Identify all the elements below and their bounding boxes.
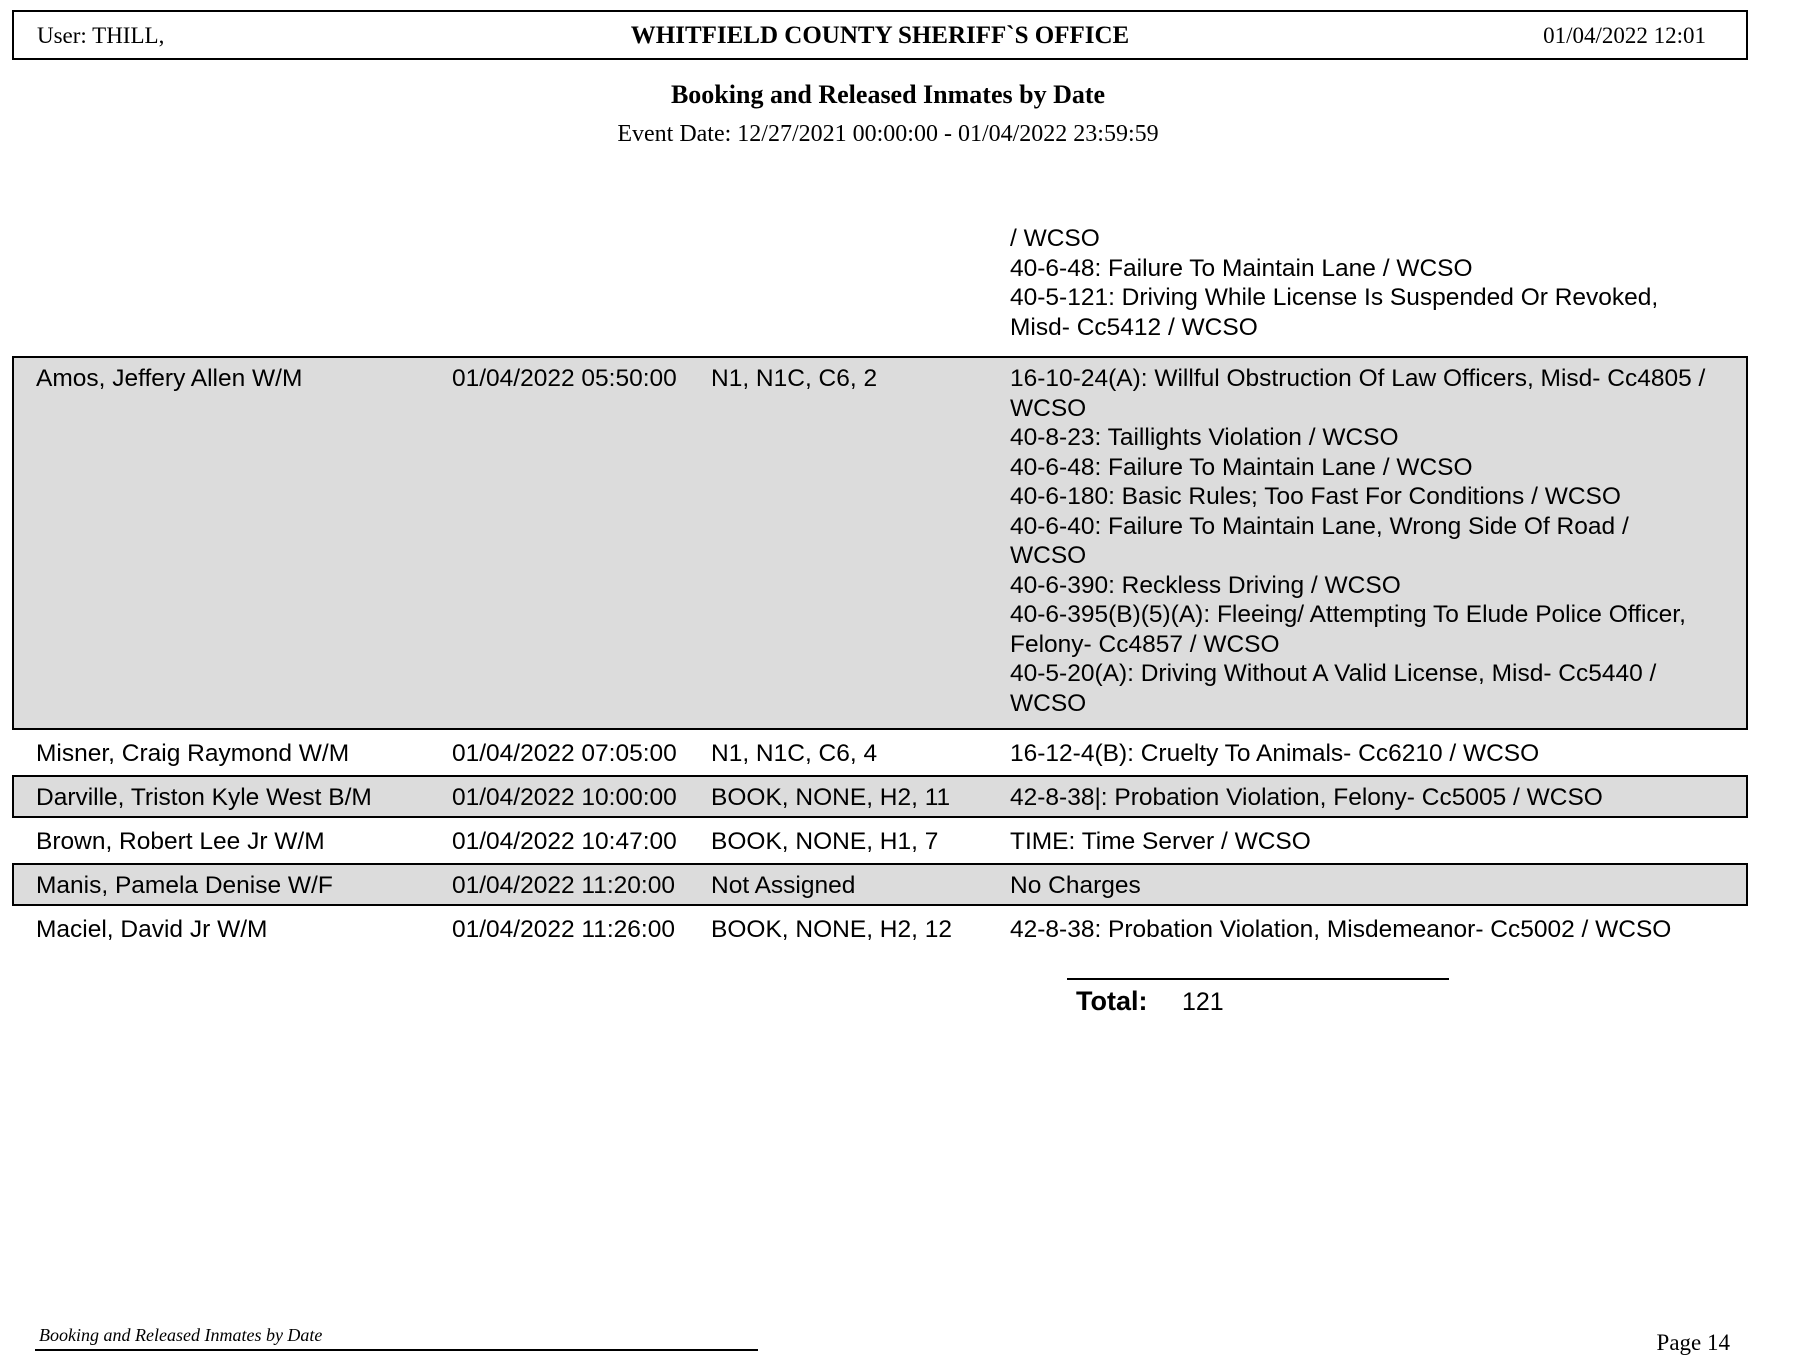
charge-line: 40-6-48: Failure To Maintain Lane / WCSO (1010, 453, 1473, 481)
booking-datetime: 01/04/2022 11:20:00 (452, 872, 675, 899)
charges-list (1010, 915, 1750, 945)
report-subtitle: Event Date: 12/27/2021 00:00:00 - 01/04/2022 23:59:59 (617, 121, 1159, 147)
charges-list (1010, 827, 1750, 857)
charge-line: WCSO (1010, 689, 1087, 717)
booking-datetime: 01/04/2022 07:05:00 (452, 740, 677, 767)
charge-line: / WCSO (1010, 225, 1100, 252)
total-divider (1067, 978, 1449, 980)
inmate-name: Darville, Triston Kyle West B/M (36, 784, 372, 811)
total-label: Total: (1076, 986, 1148, 1016)
inmate-row (12, 863, 1748, 906)
inmate-name: Maciel, David Jr W/M (36, 916, 268, 943)
charge-line: 40-6-180: Basic Rules; Too Fast For Conditions / WCSO (1010, 483, 1621, 510)
inmate-name: Brown, Robert Lee Jr W/M (36, 828, 325, 855)
charges-list (1010, 783, 1750, 813)
inmate-row (12, 356, 1748, 730)
charge-line: 40-6-395(B)(5)(A): Fleeing/ Attempting To Elude Police Officer, (1010, 601, 1686, 628)
charge-line: 40-6-390: Reckless Driving / WCSO (1010, 571, 1401, 599)
housing-location: BOOK, NONE, H2, 11 (711, 784, 951, 811)
inmate-row (12, 731, 1748, 774)
charge-line: 40-5-121: Driving While License Is Suspended Or Revoked, (1010, 284, 1659, 311)
header-datetime: 01/04/2022 12:01 (1543, 23, 1706, 48)
charge-line: Misd- Cc5412 / WCSO (1010, 313, 1258, 341)
charge-line: No Charges (1010, 872, 1141, 899)
footer-divider (35, 1349, 758, 1351)
header-user: User: THILL, (37, 23, 165, 48)
charge-line: Felony- Cc4857 / WCSO (1010, 630, 1280, 658)
housing-location: N1, N1C, C6, 2 (711, 365, 878, 392)
booking-datetime: 01/04/2022 10:47:00 (452, 828, 677, 855)
report-title: Booking and Released Inmates by Date (670, 80, 1106, 109)
charge-line: 16-12-4(B): Cruelty To Animals- Cc6210 / WCSO (1010, 740, 1540, 767)
header-agency-title: WHITFIELD COUNTY SHERIFF`S OFFICE (630, 22, 1130, 49)
charge-line: 40-6-40: Failure To Maintain Lane, Wrong Side Of Road / (1010, 512, 1629, 540)
page-number: Page 14 (1656, 1330, 1730, 1355)
housing-location: BOOK, NONE, H1, 7 (711, 828, 939, 855)
housing-location: Not Assigned (711, 872, 856, 899)
charge-line: WCSO (1010, 394, 1087, 422)
charges-list (1010, 364, 1750, 718)
charge-line: 42-8-38|: Probation Violation, Felony- Cc5005 / WCSO (1010, 784, 1603, 811)
charge-line: 40-5-20(A): Driving Without A Valid License, Misd- Cc5440 / (1010, 660, 1657, 687)
booking-datetime: 01/04/2022 10:00:00 (452, 784, 677, 811)
housing-location: BOOK, NONE, H2, 12 (711, 916, 952, 943)
charge-line: 40-8-23: Taillights Violation / WCSO (1010, 424, 1399, 451)
total-value: 121 (1182, 988, 1224, 1016)
booking-datetime: 01/04/2022 05:50:00 (452, 365, 677, 392)
inmate-name: Misner, Craig Raymond W/M (36, 740, 350, 767)
inmate-row (12, 907, 1748, 950)
charge-line: WCSO (1010, 542, 1087, 569)
booking-datetime: 01/04/2022 11:26:00 (452, 916, 675, 943)
charge-line: 40-6-48: Failure To Maintain Lane / WCSO (1010, 254, 1473, 282)
report-header (12, 10, 1748, 60)
continued-charges (1010, 224, 1730, 342)
inmate-name: Amos, Jeffery Allen W/M (36, 365, 303, 392)
charges-list (1010, 871, 1750, 901)
charge-line: 16-10-24(A): Willful Obstruction Of Law Officers, Misd- Cc4805 / (1010, 365, 1706, 392)
inmate-row (12, 819, 1748, 862)
housing-location: N1, N1C, C6, 4 (711, 740, 878, 767)
inmate-name: Manis, Pamela Denise W/F (36, 872, 333, 899)
inmate-row (12, 775, 1748, 818)
charges-list (1010, 739, 1750, 769)
charge-line: 42-8-38: Probation Violation, Misdemeanor- Cc5002 / WCSO (1010, 916, 1672, 943)
footer-report-name: Booking and Released Inmates by Date (39, 1325, 323, 1345)
charge-line: TIME: Time Server / WCSO (1010, 828, 1311, 855)
